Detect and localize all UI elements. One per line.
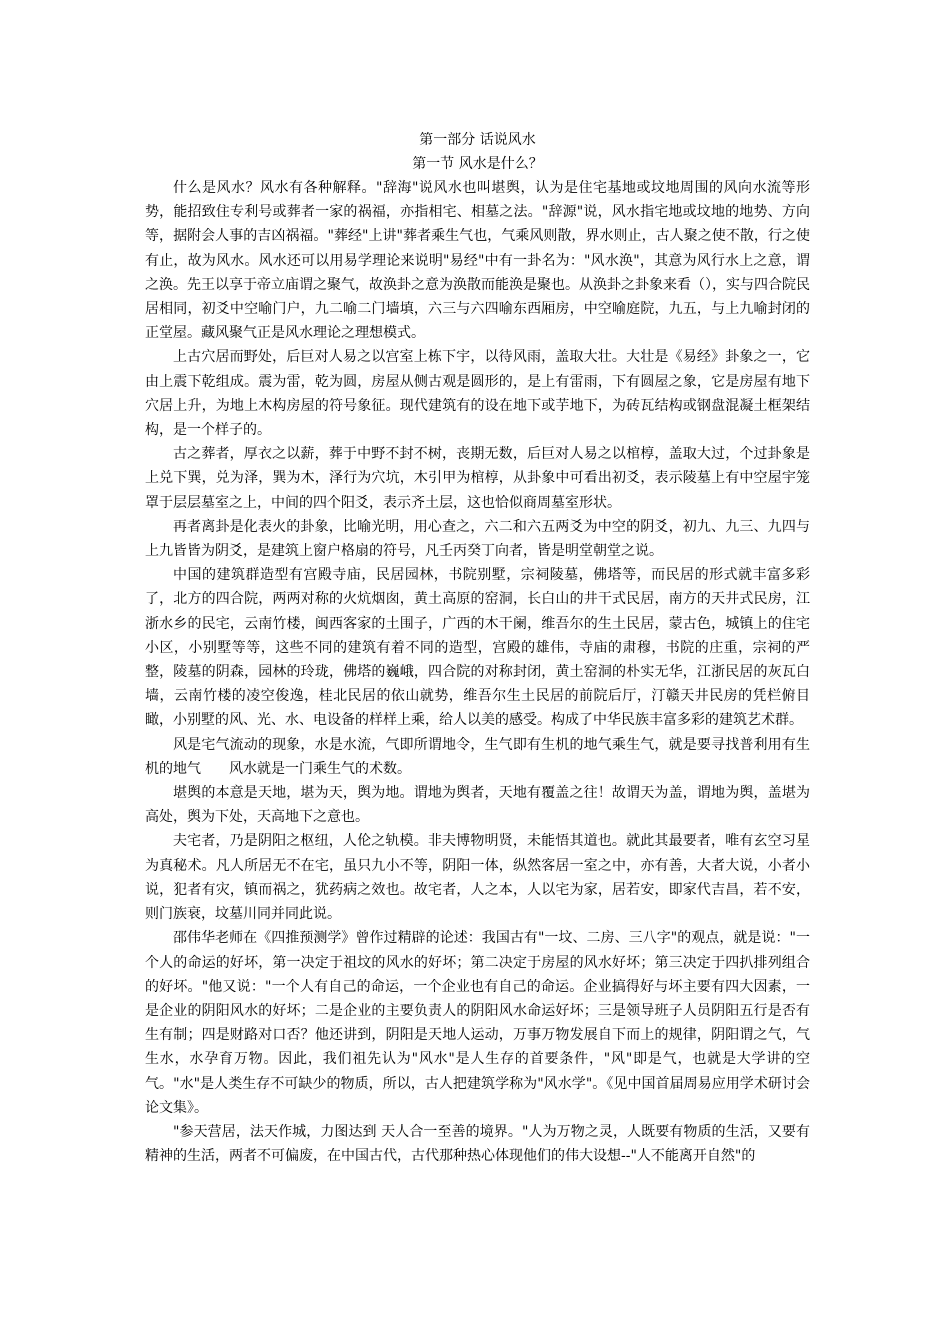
paragraph: 中国的建筑群造型有宫殿寺庙，民居园林，书院别墅，宗祠陵墓，佛塔等，而民居的形式就丰富多彩了，北方的四合院，两两对称的火炕烟囱，黄土高原的窑洞，长白山的井干式民居，南方的天井式民房，江浙水乡的民宅，云南竹楼，闽西客家的土围子，广西的木干阑，维吾尔的生土民居，蒙古色，城镇上的住宅小区，小别墅等等，这些不同的建筑有着不同的造型，宫殿的雄伟，寺庙的肃穆，书院的庄重，宗祠的严整，陵墓的阴森，园林的玲珑，佛塔的巍峨，四合院的对称封闭，黄土窑洞的朴实无华，江浙民居的灰瓦白墙，云南竹楼的凌空俊逸，桂北民居的依山就势，维吾尔生土民居的前院后厅，汀赣天井民房的凭栏俯目瞰，小别墅的风、光、水、电设备的样样上乘，给人以美的感受。构成了中华民族丰富多彩的建筑艺术群。	[145, 567, 810, 729]
paragraph: 古之葬者，厚衣之以薪，葬于中野不封不树，丧期无数，后巨对人易之以棺椁，盖取大过，个过卦象是上兑下巽，兑为泽，巽为木，泽行为穴坑，木引甲为棺椁，从卦象中可看出初爻，表示陵墓上有中空屋宇笼罩于层层墓室之上，中间的四个阳爻，表示齐土层，这也恰似商周墓室形状。	[145, 446, 810, 511]
paragraph: 堪舆的本意是天地，堪为天，舆为地。谓地为舆者，天地有覆盖之往！故谓天为盖，谓地为舆，盖堪为高处，舆为下处，天高地下之意也。	[145, 785, 810, 826]
paragraph: 什么是风水？风水有各种解释。"辞海"说风水也叫堪舆，认为是住宅基地或坟地周围的风向水流等形势，能招致住专利号或葬者一家的祸福，亦指相宅、相墓之法。"辞源"说，风水指宅地或坟地的地势、方向等，据附会人事的吉凶祸福。"葬经"上讲"葬者乘生气也，气乘风则散，界水则止，古人聚之使不散，行之使有止，故为风水。风水还可以用易学理论来说明"易经"中有一卦名为："风水涣"，其意为风行水上之意，谓之涣。先王以享于帝立庙谓之聚气，故涣卦之意为涣散而能涣是聚也。从涣卦之卦象来看（），实与四合院民居相同，初爻中空喻门户，九二喻二门墙填，六三与六四喻东西厢房，中空喻庭院，九五，与上九喻封闭的正堂屋。藏风聚气正是风水理论之理想模式。	[145, 180, 810, 342]
section-title: 第一节 风水是什么？	[412, 156, 543, 172]
paragraph: 风是宅气流动的现象，水是水流，气即所谓地令，生气即有生机的地气乘生气，就是要寻找普利用有生机的地气 风水就是一门乘生气的术数。	[145, 736, 810, 777]
paragraph: "参天营居，法天作城，力图达到 天人合一至善的境界。"人为万物之灵，人既要有物质的生活，又要有精神的生活，两者不可偏废，在中国古代，古代那种热心体现他们的伟大设想--"人不能离开自然"的	[145, 1123, 810, 1165]
paragraph: 再者离卦是化表火的卦象，比喻光明，用心查之，六二和六五两爻为中空的阴爻，初九、九三、九四与上九皆皆为阴爻，是建筑上窗户格扇的符号，凡壬丙癸丁向者，皆是明堂朝堂之说。	[145, 518, 810, 560]
paragraph: 夫宅者，乃是阴阳之枢纽，人伦之轨模。非夫博物明贤，未能悟其道也。就此其最要者，唯有玄空习星为真秘术。凡人所居无不在宅，虽只九小不等，阴阳一体，纵然客居一室之中，亦有善，大者大说，小者小说，犯者有灾，镇而祸之，犹药病之效也。故宅者，人之本，人以宅为家，居若安，即家代吉昌，若不安，则门族衰，坟墓川同并同此说。	[145, 833, 810, 923]
paragraph: 邵伟华老师在《四推预测学》曾作过精辟的论述：我国古有"一坟、二房、三八字"的观点，就是说："一个人的命运的好坏，第一决定于祖坟的风水的好坏；第二决定于房屋的风水好坏；第三决定于四扒排列组合的好坏。"他又说："一个人有自己的命运，一个企业也有自己的命运。企业搞得好与坏主要有四大因素，一是企业的阴阳风水的好坏；二是企业的主要负责人的阴阳风水命运好坏；三是领导班子人员阴阳五行是否有生有制；四是财路对口否？他还讲到，阴阳是天地人运动，万事万物发展自下而上的规律，阴阳谓之气，气生水，水孕育万物。因此，我们祖先认为"风水"是人生存的首要条件，"风"即是气，也就是大学讲的空气。"水"是人类生存不可缺少的物质，所以，古人把建筑学称为"风水学"。《见中国首届周易应用学术研讨会论文集》。	[145, 930, 810, 1116]
document-page	[145, 128, 810, 1168]
paragraph: 上古穴居而野处，后巨对人易之以宫室上栋下宇，以待风雨，盖取大壮。大壮是《易经》卦象之一，它由上震下乾组成。震为雷，乾为圆，房屋从侧古观是圆形的，是上有雷雨，下有圆屋之象，它是房屋有地下穴居上升，为地上木构房屋的符号象征。现代建筑有的设在地下或芋地下，为砖瓦结构或钢盘混凝土框架结构，是一个样子的。	[145, 349, 810, 439]
part-title: 第一部分 话说风水	[419, 132, 536, 148]
